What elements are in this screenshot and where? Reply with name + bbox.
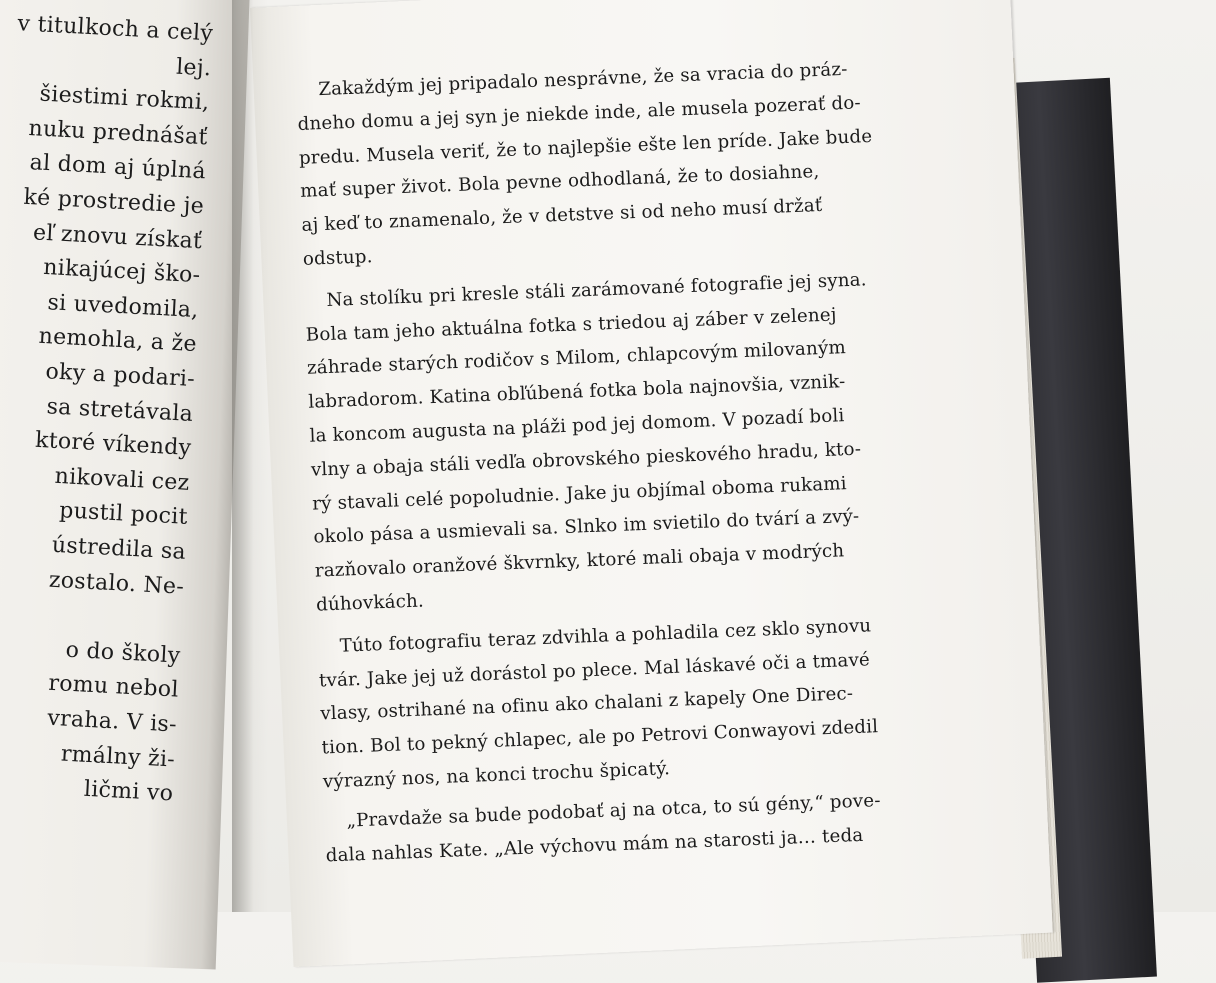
right-text-line: Túto fotografiu teraz zdvihla a pohladila cez sklo synovu: [339, 615, 872, 657]
left-text-line: ústredila sa: [51, 532, 187, 565]
right-text-line: vlny a obaja stáli vedľa obrovského pieskového hradu, kto-: [310, 438, 862, 481]
left-text-line: al dom aj úplná: [29, 150, 207, 185]
right-text-line: aj keď to znamenalo, že v detstve si od neho musí držať: [301, 195, 823, 237]
right-text-line: razňovalo oranžové škvrnky, ktoré mali obaja v modrých: [314, 540, 845, 582]
right-text-line: odstup.: [302, 246, 374, 270]
right-text-line: Na stolíku pri kresle stáli zarámované fotografie jej syna.: [326, 269, 868, 311]
right-text-line: okolo pása a usmievali sa. Slnko im svietilo do tvárí a zvý-: [313, 506, 860, 549]
right-text-line: tion. Bol to pekný chlapec, ale po Petrovi Conwayovi zdedil: [321, 716, 879, 759]
left-text-line: lej.: [175, 54, 212, 82]
right-text-line: Zakaždým jej pripadalo nesprávne, že sa vracia do práz-: [317, 58, 848, 101]
right-text-line: mať super život. Bola pevne odhodlaná, že to dosiahne,: [299, 161, 820, 203]
left-text-line: ktoré víkendy: [34, 427, 192, 462]
left-text-line: sa stretávala: [46, 393, 194, 427]
right-text-line: rý stavali celé popoludnie. Jake ju objímal oboma rukami: [311, 472, 848, 515]
left-text-line: oky a podari-: [44, 359, 196, 393]
left-text-line: vraha. V is-: [46, 705, 178, 738]
left-text-line: v titulkoch a celý: [16, 11, 214, 47]
left-text-line: ličmi vo: [83, 776, 174, 807]
left-text-line: nemohla, a že: [38, 324, 198, 358]
left-text-line: ké prostredie je: [22, 184, 205, 220]
left-text-line: eľ znovu získať: [32, 219, 203, 254]
book-gutter: [232, 0, 268, 912]
left-text-line: pustil pocit: [58, 498, 189, 531]
right-text-line: tvár. Jake jej už dorástol po plece. Mal láskavé oči a tmavé: [318, 648, 871, 692]
right-text-line: dúhovkách.: [315, 590, 425, 616]
right-text-line: „Pravdaže sa bude podobať aj na otca, to sú gény,“ pove-: [346, 789, 881, 832]
right-text-line: la koncom augusta na pláži pod jej domom. V pozadí boli: [309, 405, 845, 447]
right-text-line: dneho domu a jej syn je niekde inde, ale musela pozerať do-: [297, 92, 862, 135]
right-text-line: labradorom. Katina obľúbená fotka bola najnovšia, vznik-: [307, 371, 846, 413]
left-text-line: rmálny ži-: [60, 741, 176, 773]
right-text-line: predu. Musela veriť, že to najlepšie ešte len príde. Jake bude: [298, 125, 873, 169]
right-text-line: výrazný nos, na konci trochu špicatý.: [322, 758, 671, 793]
left-text-line: nuku prednášať: [27, 115, 209, 151]
left-text-line: o do školy: [65, 637, 182, 669]
left-text-line: si uvedomila,: [46, 290, 200, 323]
left-text-line: šiestimi rokmi,: [39, 81, 211, 116]
left-text-line: nikovali cez: [54, 463, 191, 496]
left-text-line: zostalo. Ne-: [48, 567, 185, 600]
left-text-line: romu nebol: [47, 671, 180, 703]
right-text-line: dala nahlas Kate. „Ale výchovu mám na starosti ja… teda: [325, 824, 864, 867]
right-text-line: záhrade starých rodičov s Milom, chlapcovým milovaným: [306, 337, 847, 380]
right-text-line: vlasy, ostrihané na ofinu ako chalani z kapely One Direc-: [319, 683, 854, 725]
left-text-line: nikajúcej ško-: [42, 255, 202, 289]
right-text-line: Bola tam jeho aktuálna fotka s triedou aj záber v zelenej: [305, 304, 837, 346]
